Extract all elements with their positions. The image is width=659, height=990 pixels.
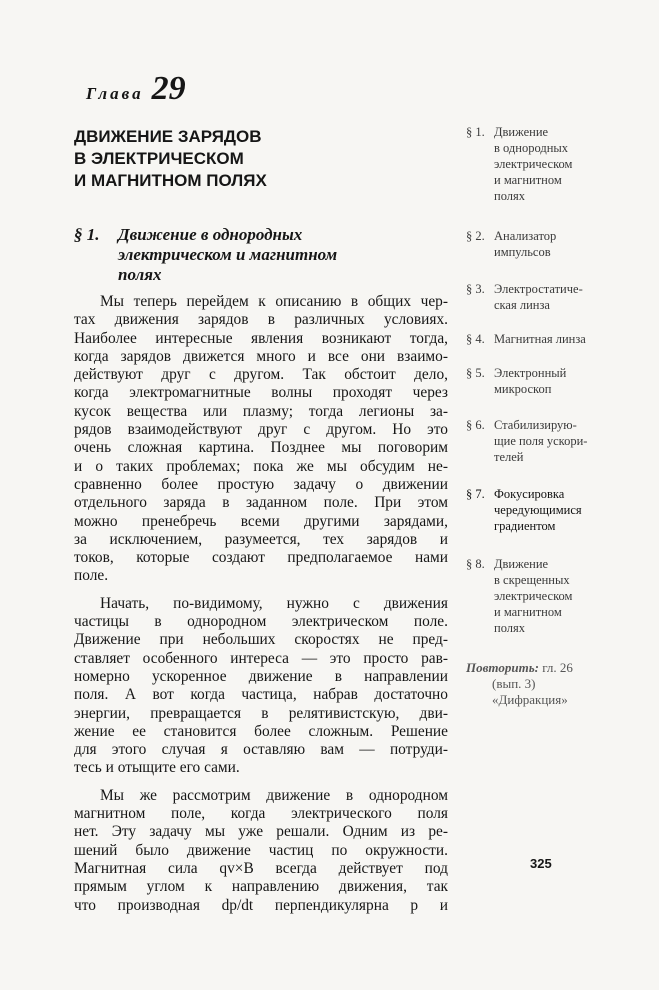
contents-item-line: Магнитная линза [494,332,586,346]
contents-item-number: § 8. [466,557,485,571]
contents-item-line: в скрещенных [494,573,570,587]
chapter-title [74,126,374,192]
chapter-title-line: И МАГНИТНОМ ПОЛЯХ [74,171,267,190]
contents-item-line: Электронный [494,366,567,380]
contents-item-line: и магнитном [494,173,562,187]
contents-item-number: § 2. [466,229,485,243]
text-line: когда электромагнитные волны проходят через [74,384,448,402]
text-line: за исключением, разумеется, тех зарядов и [74,530,448,548]
contents-item-line: и магнитном [494,605,562,619]
text-line: поле. [74,567,109,585]
contents-item-line: Анализатор [494,229,557,243]
section-title-line: электрическом и магнитном [118,245,338,264]
contents-item-line: щие поля ускори- [494,434,588,448]
contents-item-line: полях [494,189,526,203]
contents-item [466,556,656,636]
section-title-line: Движение в однородных [118,225,303,244]
text-line: Начать, по-видимому, нужно с движения [100,594,448,612]
body-text [74,293,448,915]
text-line: и о таких проблемах; пока же мы обсудим не- [74,457,448,475]
text-line: энергии, превращается в релятивистскую, дви- [74,704,448,722]
contents-item-number: § 7. [466,487,485,501]
text-line: для этого случая я оставляю вам — потруди- [74,741,448,759]
contents-item-line: ская линза [494,298,550,312]
contents-item [466,486,656,534]
contents-item [466,124,656,204]
chapter-title-line: ДВИЖЕНИЕ ЗАРЯДОВ [74,127,262,146]
paragraph-2 [74,595,448,778]
text-line: тах движения зарядов в различных условиях. [74,311,448,329]
page-number: 325 [530,856,552,871]
text-line: Мы же рассмотрим движение в однородном [100,786,448,804]
text-line: ставляет особенного интереса — это просто рав- [74,649,448,667]
text-line: что производная dp/dt перпендикулярна p и [74,896,448,914]
contents-item-line: электрическом [494,589,573,603]
contents-item-line: электрическом [494,157,573,171]
text-line: магнитном поле, когда электрического поля [74,805,448,823]
section-symbol: § 1. [74,225,100,244]
text-line: действуют друг с другом. Так обстоит дело, [74,366,448,384]
text-line: номерно ускоренное движение в направлении [74,667,448,685]
contents-item-number: § 1. [466,125,485,139]
contents-item [466,417,656,465]
text-line: шений было движение частиц по окружности. [74,841,448,859]
contents-item-line: в однородных [494,141,569,155]
section-title-line: полях [118,265,162,284]
repeat-line: «Дифракция» [492,692,568,707]
text-line: Мы теперь перейдем к описанию в общих чер- [100,293,448,310]
contents-item-line: Стабилизирую- [494,418,577,432]
text-line: сравненно более простую задачу о движении [74,475,448,493]
contents-item [466,331,656,347]
contents-item-number: § 3. [466,282,485,296]
section-heading [74,225,454,285]
contents-item [466,228,656,260]
contents-item-line: Фокусировка [494,487,565,501]
contents-item-line: полях [494,621,526,635]
contents-item-number: § 5. [466,366,485,380]
text-line: отдельного заряда в заданном поле. При этом [74,494,448,512]
contents-item-line: импульсов [494,245,551,259]
contents-item-line: Движение [494,125,549,139]
paragraph-1 [74,293,448,586]
text-line: рядов взаимодействуют друг с другом. Но это [74,421,448,439]
chapter-heading [86,70,186,108]
text-line: Движение при небольших скоростях не пред- [74,631,448,649]
contents-item-line: чередующимися [494,503,582,517]
text-line: кусок вещества или плазму; тогда легионы за- [74,402,448,420]
chapter-word: Глава [86,84,144,103]
text-line: когда зарядов движется много и все они взаимо- [74,347,448,365]
chapter-number: 29 [151,70,186,107]
text-line: нет. Эту задачу мы уже решали. Одним из ре- [74,823,448,841]
contents-item [466,281,656,313]
contents-item [466,365,656,397]
text-line: Наиболее интересные явления возникают тогда, [74,329,448,347]
text-line: прямым углом к направлению движения, так [74,878,448,896]
repeat-ref: гл. 26 [542,660,573,675]
repeat-note [466,660,656,708]
repeat-line: (вып. 3) [492,676,536,691]
text-line: токов, которые создают предполагаемое нами [74,549,448,567]
contents-item-line: Движение [494,557,549,571]
text-line: жение ее становится более сложным. Решение [74,722,448,740]
chapter-title-line: В ЭЛЕКТРИЧЕСКОМ [74,149,244,168]
contents-item-line: Электростатиче- [494,282,583,296]
text-line: можно пренебречь всеми другими зарядами, [74,512,448,530]
text-line: Магнитная сила qv×B всегда действует под [74,859,448,877]
contents-item-line: телей [494,450,524,464]
contents-item-number: § 6. [466,418,485,432]
contents-item-number: § 4. [466,332,485,346]
paragraph-3 [74,787,448,915]
contents-item-line: градиентом [494,519,556,533]
repeat-label: Повторить: [466,660,539,675]
text-line: очень сложная картина. Позднее мы поговорим [74,439,448,457]
contents-item-line: микроскоп [494,382,552,396]
text-line: тесь и отыщите его сами. [74,759,240,777]
text-line: поля. А вот когда частица, набрав достаточно [74,686,448,704]
text-line: частицы в однородном электрическом поле. [74,613,448,631]
